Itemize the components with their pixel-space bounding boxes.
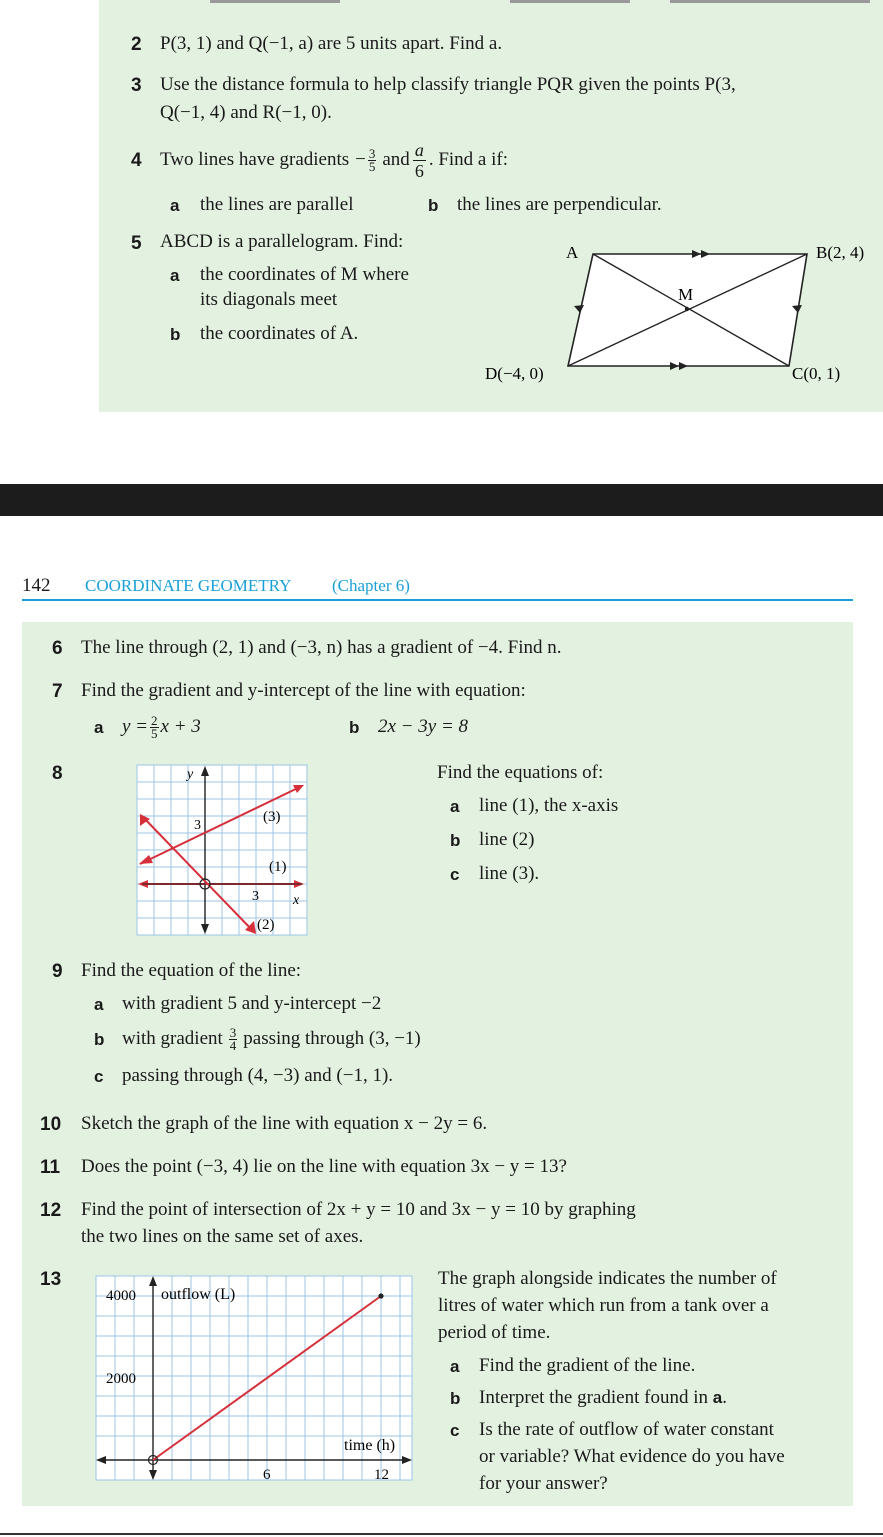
q4-and: and xyxy=(382,149,410,170)
q3-number: 3 xyxy=(131,75,142,96)
q8-label-line-1: (1) xyxy=(269,859,287,875)
q8-intro: Find the equations of: xyxy=(437,762,604,783)
q12-text-line1: Find the point of intersection of 2x + y = 10 and 3x − y = 10 by graphing xyxy=(81,1199,636,1220)
q6-text: The line through (2, 1) and (−3, n) has a gradient of −4. Find n. xyxy=(81,637,562,658)
q5-text: ABCD is a parallelogram. Find: xyxy=(160,231,404,252)
q9-text: Find the equation of the line: xyxy=(81,960,302,981)
q13-part-a-label: a xyxy=(450,1357,460,1376)
q8-part-c-label: c xyxy=(450,865,460,884)
q13-x-tick-6: 6 xyxy=(263,1467,271,1483)
parallelogram-diagram xyxy=(480,236,880,396)
q4-text-post: . Find a if: xyxy=(428,149,508,170)
q9-part-b-post: passing through (3, −1) xyxy=(243,1028,421,1049)
q11-text: Does the point (−3, 4) lie on the line with equation 3x − y = 13? xyxy=(81,1156,567,1177)
q7-part-a-pre: y = xyxy=(122,716,149,737)
label-m: M xyxy=(678,285,694,304)
q5-part-a-label: a xyxy=(170,266,180,285)
header-rule xyxy=(22,599,853,601)
q12-number: 12 xyxy=(40,1200,62,1221)
q10-number: 10 xyxy=(40,1114,62,1135)
q4-fraction-2 xyxy=(413,140,426,181)
q13-number: 13 xyxy=(40,1269,62,1290)
q13-part-a-text: Find the gradient of the line. xyxy=(479,1355,696,1376)
page-number: 142 xyxy=(22,575,51,596)
q9-part-c-label: c xyxy=(94,1067,104,1086)
q9-part-b-num: 3 xyxy=(229,1024,237,1040)
q4-text xyxy=(160,138,508,182)
q5-part-a-line1: the coordinates of M where xyxy=(200,264,409,285)
q13-part-b-ref: a xyxy=(712,1388,723,1407)
q7-part-a-equation xyxy=(122,706,201,748)
q9-part-b-text xyxy=(122,1018,421,1060)
q8-y-tick-3: 3 xyxy=(194,818,201,833)
q13-part-b-text xyxy=(479,1387,727,1409)
q12-text-line2: the two lines on the same set of axes. xyxy=(81,1226,364,1247)
q13-part-c-line1: Is the rate of outflow of water constant xyxy=(479,1419,774,1440)
q3-text-line2: Q(−1, 4) and R(−1, 0). xyxy=(160,102,332,123)
q4-part-a-text: the lines are parallel xyxy=(200,194,354,215)
q13-text-line1: The graph alongside indicates the number of xyxy=(438,1268,777,1289)
q4-frac2-num: a xyxy=(414,139,424,160)
q13-part-c-label: c xyxy=(450,1421,460,1440)
q4-frac1-num: 3 xyxy=(368,145,376,161)
q13-outflow-chart xyxy=(94,1274,414,1484)
q13-y-tick-2000: 2000 xyxy=(106,1371,136,1387)
page-break-band xyxy=(0,484,883,516)
label-b: B(2, 4) xyxy=(816,243,865,262)
q9-number: 9 xyxy=(52,961,63,982)
q8-part-c-text: line (3). xyxy=(479,863,540,884)
q9-part-b-label: b xyxy=(94,1030,105,1049)
q7-part-a-den: 5 xyxy=(151,725,158,741)
q8-part-b-label: b xyxy=(450,831,461,850)
q5-part-b-label: b xyxy=(170,325,181,344)
chapter-title: COORDINATE GEOMETRY xyxy=(85,576,292,595)
q13-x-tick-12: 12 xyxy=(374,1467,389,1483)
q9-part-c-text: passing through (4, −3) and (−1, 1). xyxy=(122,1065,394,1086)
q8-label-line-2: (2) xyxy=(257,917,275,933)
q13-x-axis-label: time (h) xyxy=(344,1437,396,1454)
q13-y-axis-label: outflow (L) xyxy=(161,1286,236,1303)
q4-fraction-1 xyxy=(368,145,377,174)
q9-part-a-text: with gradient 5 and y-intercept −2 xyxy=(122,993,382,1014)
q13-text-line2: litres of water which run from a tank over a xyxy=(438,1295,769,1316)
q7-part-a-label: a xyxy=(94,718,104,737)
q13-y-tick-4000: 4000 xyxy=(106,1288,136,1304)
q9-part-a-label: a xyxy=(94,995,104,1014)
q7-text: Find the gradient and y-intercept of the line with equation: xyxy=(81,680,526,701)
q4-part-b-label: b xyxy=(428,196,439,215)
q13-part-b-label: b xyxy=(450,1389,461,1408)
q7-part-b-label: b xyxy=(349,718,360,737)
q4-frac1-den: 5 xyxy=(368,158,376,174)
q8-part-a-label: a xyxy=(450,797,460,816)
label-a: A xyxy=(566,243,579,262)
q8-label-line-3: (3) xyxy=(263,809,281,825)
q13-text-line3: period of time. xyxy=(438,1322,551,1343)
label-d: D(−4, 0) xyxy=(485,364,544,383)
q13-part-b-pre: Interpret the gradient found in xyxy=(479,1387,708,1408)
q9-part-b-den: 4 xyxy=(229,1037,237,1053)
q13-end-point xyxy=(378,1293,383,1298)
q13-part-c-line3: for your answer? xyxy=(479,1473,608,1494)
q8-number: 8 xyxy=(52,763,63,784)
q5-part-a-line2: its diagonals meet xyxy=(200,289,338,310)
q7-part-a-fraction xyxy=(150,712,159,741)
q8-x-label: x xyxy=(293,893,300,908)
q2-text: P(3, 1) and Q(−1, a) are 5 units apart. Find a. xyxy=(160,33,503,54)
q4-part-a-label: a xyxy=(170,196,180,215)
q2-number: 2 xyxy=(131,34,142,55)
q8-x-tick-3: 3 xyxy=(252,889,259,904)
q8-part-b-text: line (2) xyxy=(479,829,535,850)
q13-part-b-post: . xyxy=(722,1387,727,1408)
q5-part-b-text: the coordinates of A. xyxy=(200,323,359,344)
cut-off-text-strip xyxy=(150,0,883,6)
q7-part-a-post: x + 3 xyxy=(160,716,201,737)
q6-number: 6 xyxy=(52,638,63,659)
q10-text: Sketch the graph of the line with equation x − 2y = 6. xyxy=(81,1113,488,1134)
q4-number: 4 xyxy=(131,150,142,171)
chapter-number: (Chapter 6) xyxy=(332,576,410,595)
bottom-rule xyxy=(0,1533,883,1535)
q4-part-b-text: the lines are perpendicular. xyxy=(457,194,662,215)
point-m xyxy=(685,307,689,311)
q4-text-pre: Two lines have gradients xyxy=(160,149,350,170)
label-c: C(0, 1) xyxy=(792,364,841,383)
q7-number: 7 xyxy=(52,681,63,702)
q8-part-a-text: line (1), the x-axis xyxy=(479,795,619,816)
q9-part-b-fraction xyxy=(229,1024,238,1053)
q4-frac2-den: 6 xyxy=(414,160,424,181)
q3-text-line1: Use the distance formula to help classify triangle PQR given the points P(3, xyxy=(160,74,736,95)
q11-number: 11 xyxy=(40,1157,61,1178)
q8-y-label: y xyxy=(187,767,194,782)
q5-number: 5 xyxy=(131,233,142,254)
q8-graph xyxy=(136,764,310,936)
q7-part-a-num: 2 xyxy=(151,712,158,728)
q9-part-b-pre: with gradient xyxy=(122,1028,223,1049)
q7-part-b-equation: 2x − 3y = 8 xyxy=(378,716,469,737)
q4-minus: − xyxy=(355,149,366,170)
q13-part-c-line2: or variable? What evidence do you have xyxy=(479,1446,785,1467)
